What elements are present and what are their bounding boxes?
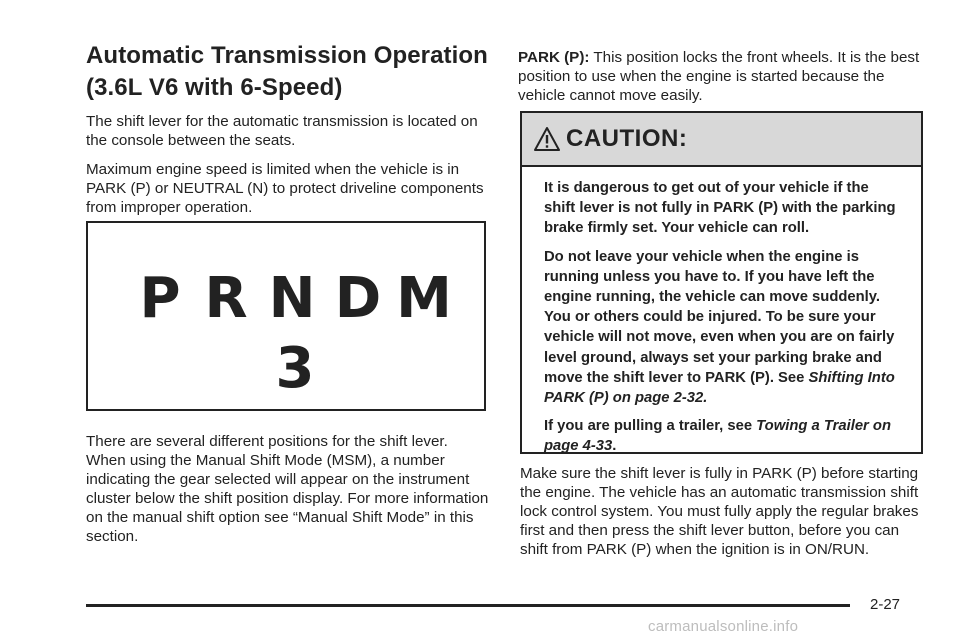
warning-triangle-icon xyxy=(534,126,560,152)
caution-p3-text: If you are pulling a trailer, see xyxy=(544,418,757,435)
footer-rule xyxy=(86,604,850,607)
shift-lock-paragraph: Make sure the shift lever is fully in PARK (P) before starting the engine. The vehicle has an automatic transmission shift lock control system. You must fully apply the regular brakes first and then press the shift lever button, before you can shift from PARK (P) when the ignition is in ON/RUN. xyxy=(520,465,919,558)
caution-box xyxy=(520,111,923,454)
park-label: PARK (P): xyxy=(518,49,590,66)
park-paragraph xyxy=(518,48,924,105)
caution-p3-end: . xyxy=(612,438,617,455)
park-description: This position locks the front wheels. It is the best position to use when the engine is started because the vehicle cannot move easily. xyxy=(518,49,920,104)
gear-letter-d: D xyxy=(334,266,382,331)
caution-body xyxy=(522,167,921,457)
caution-paragraph-3 xyxy=(544,416,899,456)
caution-header xyxy=(522,113,921,167)
engine-speed-paragraph: Maximum engine speed is limited when the vehicle is in PARK (P) or NEUTRAL (N) to protect driveline components from improper operation. xyxy=(86,161,484,216)
shift-display-graphic xyxy=(88,223,484,409)
shift-positions-paragraph: There are several different positions for the shift lever. When using the Manual Shift Mode (MSM), a number indicating the gear selected will appear on the instrument cluster below the shift position display. For more information on the manual shift option see “Manual Shift Mode” in this section. xyxy=(86,433,489,545)
section-title xyxy=(86,40,490,104)
intro-paragraph: The shift lever for the automatic transmission is located on the console between the seats. xyxy=(86,113,478,149)
towing-trailer-link[interactable]: Towing a Trailer on page 4-33 xyxy=(544,418,892,455)
page-number: 2-27 xyxy=(870,596,901,613)
caution-p2-text: Do not leave your vehicle when the engine is running unless you have to. If you have left the engine running, the vehicle can move suddenly. You or others could be injured. To be sure your vehicle will not move, even when you are on fairly level ground, always set your parking brake and move the shift lever to PARK (P). See xyxy=(544,248,895,386)
caution-paragraph-1: It is dangerous to get out of your vehicle if the shift lever is not fully in PARK (P) with the parking brake firmly set. Your vehicle can roll. xyxy=(544,180,896,237)
gear-number-display: 3 xyxy=(275,336,315,401)
shift-position-display xyxy=(86,221,486,411)
right-column xyxy=(518,48,924,105)
section-title-line2: (3.6L V6 with 6-Speed) xyxy=(86,74,343,101)
gear-letter-r: R xyxy=(204,266,248,331)
watermark: carmanualsonline.info xyxy=(648,618,799,635)
section-title-line1: Automatic Transmission Operation xyxy=(86,42,488,69)
caution-paragraph-2 xyxy=(544,247,899,409)
gear-letter-n: N xyxy=(268,266,316,331)
left-column xyxy=(86,40,490,217)
gear-letter-m: M xyxy=(396,266,452,331)
caution-title: CAUTION: xyxy=(566,125,688,152)
shifting-into-park-link[interactable]: Shifting Into PARK (P) on page 2-32. xyxy=(544,369,895,407)
gear-letter-p: P xyxy=(139,266,181,331)
